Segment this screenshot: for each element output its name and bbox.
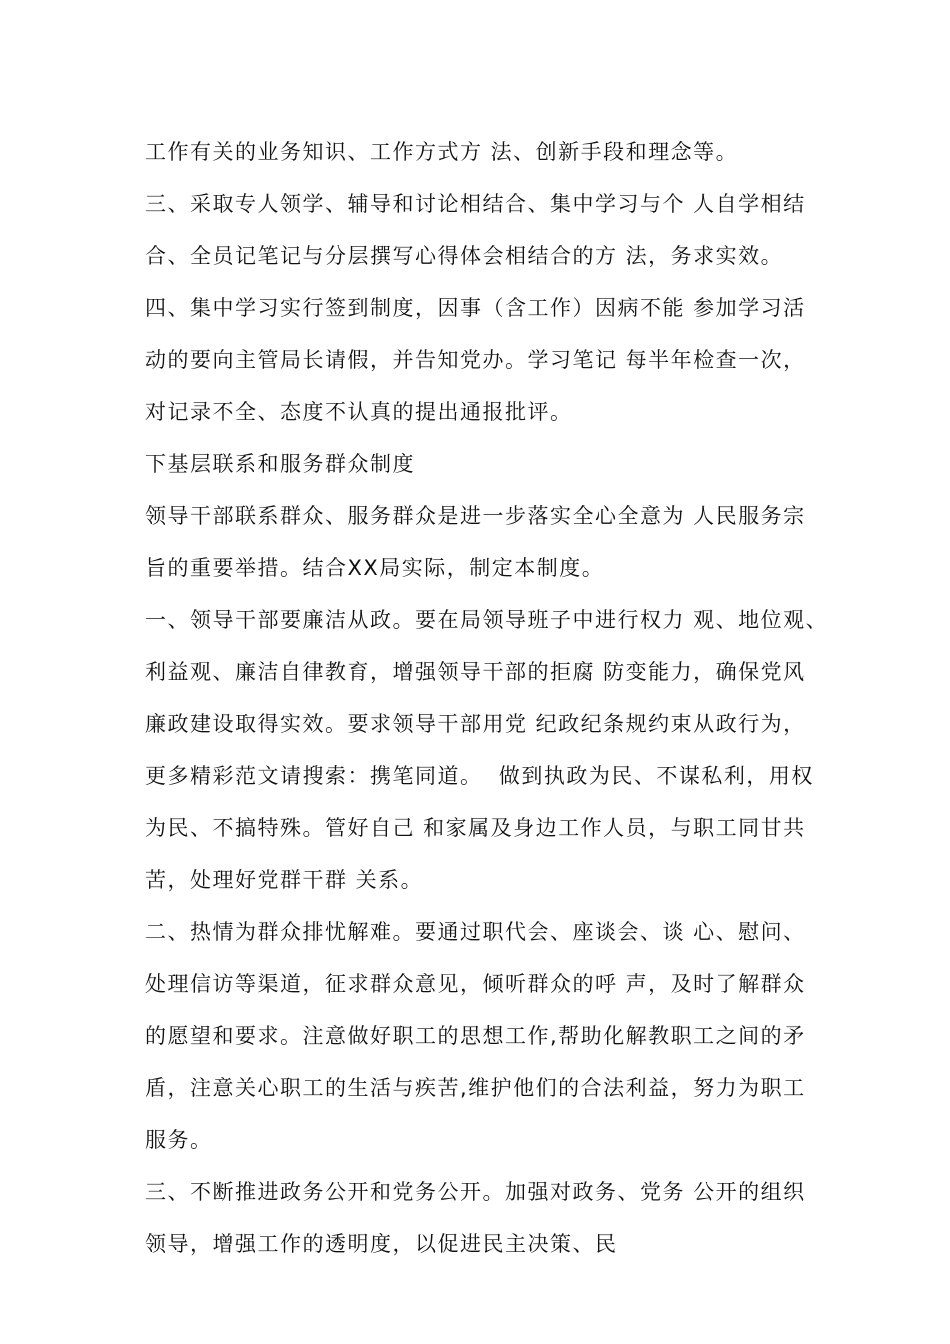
paragraph-line: 盾，注意关心职工的生活与疾苦,维护他们的合法利益，努力为职工 xyxy=(145,1076,806,1100)
paragraph-line: 四、集中学习实行签到制度，因事（含工作）因病不能 参加学习活 xyxy=(145,296,806,320)
paragraph-line: 旨的重要举措。结合XX局实际，制定本制度。 xyxy=(145,556,605,580)
paragraph-line: 三、采取专人领学、辅导和讨论相结合、集中学习与个 人自学相结 xyxy=(145,192,806,216)
paragraph-line: 三、不断推进政务公开和党务公开。加强对政务、党务 公开的组织 xyxy=(145,1180,806,1204)
paragraph-line: 利益观、廉洁自律教育，增强领导干部的拒腐 防变能力，确保党风 xyxy=(145,660,806,684)
paragraph-line: 二、热情为群众排忧解难。要通过职代会、座谈会、谈 心、慰问、 xyxy=(145,920,806,944)
paragraph-line: 一、领导干部要廉洁从政。要在局领导班子中进行权力 观、地位观、 xyxy=(145,608,829,632)
paragraph-line: 领导干部联系群众、服务群众是进一步落实全心全意为 人民服务宗 xyxy=(145,504,806,528)
paragraph-line: 处理信访等渠道，征求群众意见，倾听群众的呼 声，及时了解群众 xyxy=(145,972,806,996)
paragraph-line: 廉政建设取得实效。要求领导干部用党 纪政纪条规约束从政行为， xyxy=(145,712,806,736)
paragraph-line: 苦，处理好党群干群 关系。 xyxy=(145,868,424,892)
paragraph-line: 为民、不搞特殊。管好自己 和家属及身边工作人员，与职工同甘共 xyxy=(145,816,806,840)
paragraph-line: 合、全员记笔记与分层撰写心得体会相结合的方 法，务求实效。 xyxy=(145,244,784,268)
paragraph-line: 动的要向主管局长请假，并告知党办。学习笔记 每半年检查一次， xyxy=(145,348,806,372)
paragraph-line: 对记录不全、态度不认真的提出通报批评。 xyxy=(145,400,573,424)
paragraph-line: 更多精彩范文请搜索：携笔同道。 做到执政为民、不谋私利，用权 xyxy=(145,764,814,788)
paragraph-line: 工作有关的业务知识、工作方式方 法、创新手段和理念等。 xyxy=(145,140,739,164)
paragraph-line: 领导，增强工作的透明度，以促进民主决策、民 xyxy=(145,1232,618,1256)
document-body xyxy=(145,126,845,1270)
section-heading: 下基层联系和服务群众制度 xyxy=(145,452,415,476)
paragraph-line: 的愿望和要求。注意做好职工的思想工作,帮助化解教职工之间的矛 xyxy=(145,1024,806,1048)
paragraph-line: 服务。 xyxy=(145,1128,213,1152)
